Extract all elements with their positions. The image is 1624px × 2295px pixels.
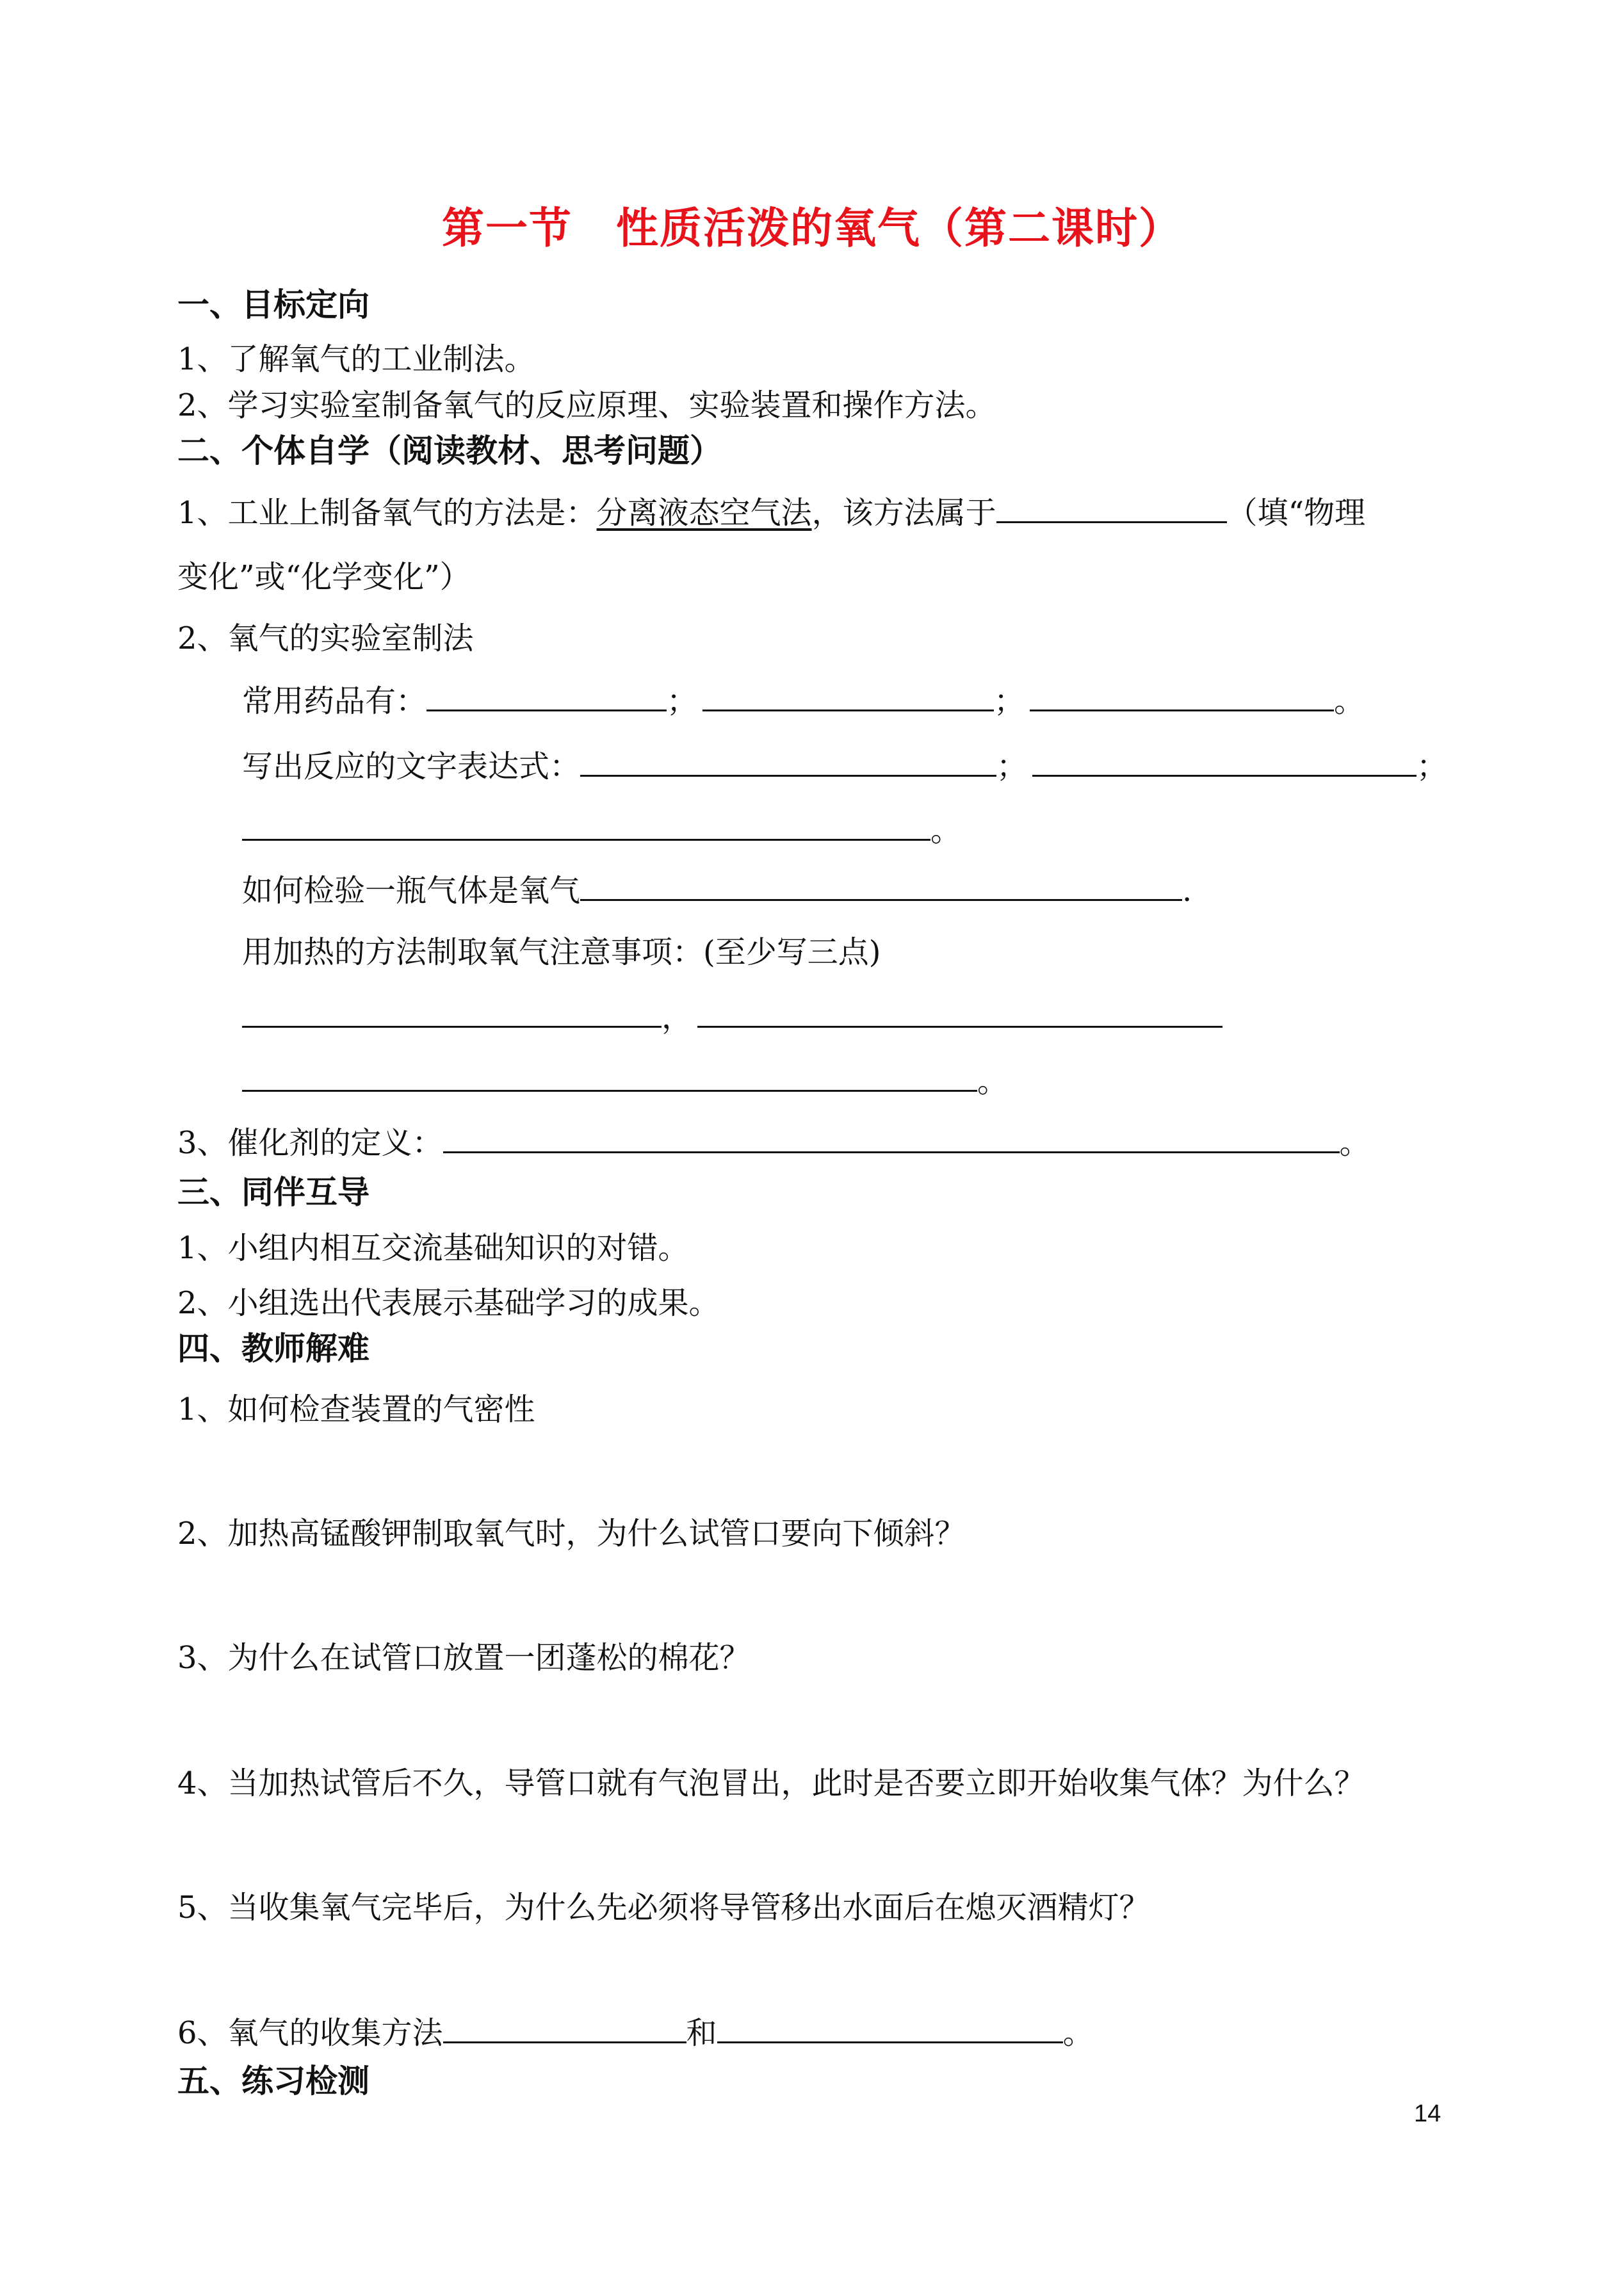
section-heading-peer: 三、同伴互导 <box>177 1173 369 1211</box>
expression-label: 写出反应的文字表达式： <box>242 749 581 784</box>
q1-middle: ，该方法属于 <box>811 495 996 531</box>
teacher-question-2: 2、加热高锰酸钾制取氧气时，为什么试管口要向下倾斜？ <box>177 1516 966 1552</box>
peer-item-1: 1、小组内相互交流基础知识的对错。 <box>177 1230 689 1266</box>
q1-suffix: （填“物理 <box>1226 495 1366 531</box>
expression-line <box>242 742 1447 786</box>
drugs-line <box>242 676 1365 720</box>
answer-blank[interactable] <box>702 684 994 711</box>
answer-blank[interactable] <box>996 496 1227 523</box>
answer-blank[interactable] <box>242 1064 977 1092</box>
question-industrial-oxygen <box>177 488 1365 532</box>
q6-label: 6、氧气的收集方法 <box>177 2015 443 2051</box>
question-lab-method: 2、氧气的实验室制法 <box>177 620 474 656</box>
section-heading-practice: 五、练习检测 <box>177 2062 369 2100</box>
catalyst-label: 3、催化剂的定义： <box>177 1125 443 1161</box>
separator: ； <box>996 749 1028 784</box>
period: . <box>1182 873 1192 909</box>
teacher-question-5: 5、当收集氧气完毕后，为什么先必须将导管移出水面后在熄灭酒精灯？ <box>177 1890 1150 1926</box>
test-label: 如何检验一瓶气体是氧气 <box>242 873 581 909</box>
answer-blank[interactable] <box>580 749 996 777</box>
page-title: 第一节 性质活泼的氧气（第二课时） <box>442 203 1182 253</box>
answer-blank[interactable] <box>242 813 930 841</box>
answer-blank[interactable] <box>1030 684 1334 711</box>
teacher-question-4: 4、当加热试管后不久，导管口就有气泡冒出，此时是否要立即开始收集气体？为什么？ <box>177 1765 1365 1801</box>
page-number: 14 <box>1414 2100 1441 2127</box>
separator: ； <box>994 683 1025 719</box>
drugs-label: 常用药品有： <box>242 683 427 719</box>
answer-blank[interactable] <box>717 2016 1063 2043</box>
question-industrial-oxygen-cont: 变化”或“化学变化”） <box>177 559 471 595</box>
goal-item-2: 2、学习实验室制备氧气的反应原理、实验装置和操作方法。 <box>177 387 996 423</box>
catalyst-definition-line <box>177 1118 1370 1162</box>
q1-underlined-answer: 分离液态空气法 <box>596 495 812 531</box>
conjunction: 和 <box>686 2015 717 2051</box>
answer-blank[interactable] <box>426 684 667 711</box>
period: 。 <box>1334 683 1365 719</box>
q1-prefix: 1、工业上制备氧气的方法是： <box>177 495 597 531</box>
answer-blank[interactable] <box>1032 749 1417 777</box>
answer-blank[interactable] <box>443 1126 1340 1153</box>
section-heading-teacher: 四、教师解难 <box>177 1329 369 1367</box>
separator: ； <box>1417 749 1448 784</box>
test-oxygen-line <box>242 866 1192 910</box>
expression-line-2 <box>242 806 961 850</box>
period: 。 <box>930 813 962 848</box>
answer-blank[interactable] <box>697 1000 1222 1028</box>
period: 。 <box>1339 1125 1370 1161</box>
teacher-question-6 <box>177 2008 1094 2052</box>
answer-blank[interactable] <box>242 1000 662 1028</box>
answer-blank[interactable] <box>580 873 1182 901</box>
teacher-question-3: 3、为什么在试管口放置一团蓬松的棉花？ <box>177 1640 751 1676</box>
separator: ； <box>667 683 698 719</box>
section-heading-self-study: 二、个体自学（阅读教材、思考问题） <box>177 432 722 469</box>
notes-line-2 <box>242 1057 1008 1101</box>
teacher-question-1: 1、如何检查装置的气密性 <box>177 1391 535 1427</box>
goal-item-1: 1、了解氧气的工业制法。 <box>177 341 535 377</box>
comma: ， <box>662 1000 693 1035</box>
answer-blank[interactable] <box>443 2016 686 2043</box>
notes-line-1 <box>242 993 1222 1037</box>
peer-item-2: 2、小组选出代表展示基础学习的成果。 <box>177 1285 720 1321</box>
period: 。 <box>977 1064 1009 1099</box>
notes-label: 用加热的方法制取氧气注意事项：(至少写三点) <box>242 934 881 970</box>
section-heading-goals: 一、目标定向 <box>177 286 369 323</box>
period: 。 <box>1062 2015 1094 2051</box>
